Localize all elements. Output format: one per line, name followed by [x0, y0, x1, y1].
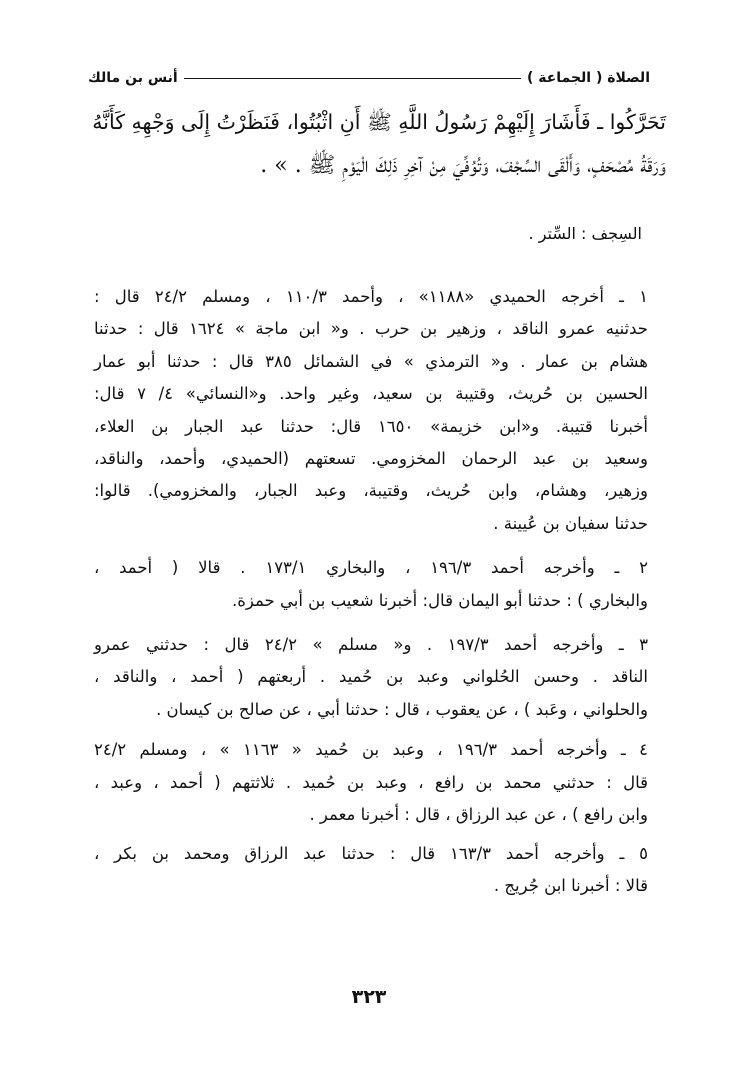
footnote-line: وزهير، وهشام، وابن حُريث، وقتيبة، وعبد الجبار، والمخزومي). قالوا:: [94, 481, 648, 501]
footnote-line: ٣ ـ وأخرجه أحمد ١٩٧/٣ . و« مسلم » ٢٤/٢ قال : حدثني عمرو: [94, 635, 648, 655]
footnote-line: الناقد . وحسن الحُلواني وعبد بن حُميد . أربعتهم ( أحمد ، والناقد ،: [94, 667, 648, 687]
footnote-line: قال : حدثني محمد بن رافع ، وعبد بن حُميد . ثلاثتهم ( أحمد ، وعبد ،: [94, 772, 648, 792]
footnote-line: وابن رافع ) ، عن عبد الرزاق ، قال : أخبرنا معمر .: [309, 805, 648, 825]
footnote-line: هشام بن عمار . و« الترمذي » في الشمائل ٣٨٥ قال : حدثنا أبو عمار: [94, 351, 648, 371]
footnotes: [94, 281, 648, 912]
footnote-line: والحلواني ، وعَبد ) ، عن يعقوب ، قال : حدثنا أبي ، عن صالح بن كيسان .: [156, 699, 648, 719]
chapter-title: الصلاة ( الجماعة ): [526, 70, 650, 86]
footnote-4: [94, 734, 648, 831]
hadith-line: تَحَرَّكُوا ـ فَأَشَارَ إِلَيْهِمْ رَسُولُ اللَّهِ ﷺ أَنِ اثْبُتُوا، فَنَظَرْتُ إِلَى وَجْهِهِ كَأَنَّهُ: [92, 110, 666, 134]
footnote-line: حدثنيه عمرو الناقد ، وزهير بن حرب . و« ابن ماجة » ١٦٢٤ قال : حدثنا: [94, 319, 649, 339]
footnote-line: ٤ ـ وأخرجه أحمد ١٩٦/٣ ، وعبد بن حُميد « ١١٦٣ » ، ومسلم ٢٤/٢: [94, 740, 649, 760]
running-header: [88, 66, 650, 90]
footnote-line: وسعيد بن عبد الرحمان المخزومي. تسعتهم (الحميدي، وأحمد، والناقد،: [94, 449, 648, 469]
footnote-3: [94, 629, 648, 726]
footnote-5: [94, 838, 648, 903]
footnote-line: والبخاري ) : حدثنا أبو اليمان قال: أخبرنا شعيب بن أبي حمزة.: [232, 590, 648, 610]
header-rule: [184, 78, 521, 79]
footnote-2: [94, 552, 648, 617]
footnote-1: [94, 281, 648, 540]
footnote-line: ٢ ـ وأخرجه أحمد ١٩٦/٣ ، والبخاري ١٧٣/١ . قالا ( أحمد ،: [94, 558, 648, 578]
footnote-line: أخبرنا قتيبة. و«ابن خزيمة» ١٦٥٠ قال: حدثنا عبد الجبار بن العلاء،: [94, 416, 648, 436]
footnote-line: ١ ـ أخرجه الحميدي «١١٨٨» ، وأحمد ١١٠/٣ ، ومسلم ٢٤/٢ قال :: [94, 287, 649, 306]
footnote-line: ٥ ـ وأخرجه أحمد ١٦٣/٣ قال : حدثنا عبد الرزاق ومحمد بن بكر ،: [94, 843, 648, 863]
hadith-line: وَرَقَةُ مُصْحَفٍ، وَأَلْقَى السِّجْفَ، وَتُوُفِّيَ مِنْ آخِرِ ذَلِكَ الْيَوْمِ ﷺ . » .: [260, 153, 666, 178]
footnote-line: قالا : أخبرنا ابن جُريج .: [493, 875, 648, 895]
page-number: ٣٢٣: [351, 986, 387, 1008]
footnote-line: حدثنا سفيان بن عُيينة .: [493, 513, 648, 533]
hadith-text: [80, 100, 666, 188]
section-title: أنس بن مالك: [88, 70, 178, 86]
footnote-line: الحسين بن حُريث، وقتيبة بن سعيد، وغير واحد. و«النسائي» ٤/ ٧ قال:: [94, 384, 648, 404]
word-gloss: السِجف : السِّتر .: [528, 224, 642, 243]
